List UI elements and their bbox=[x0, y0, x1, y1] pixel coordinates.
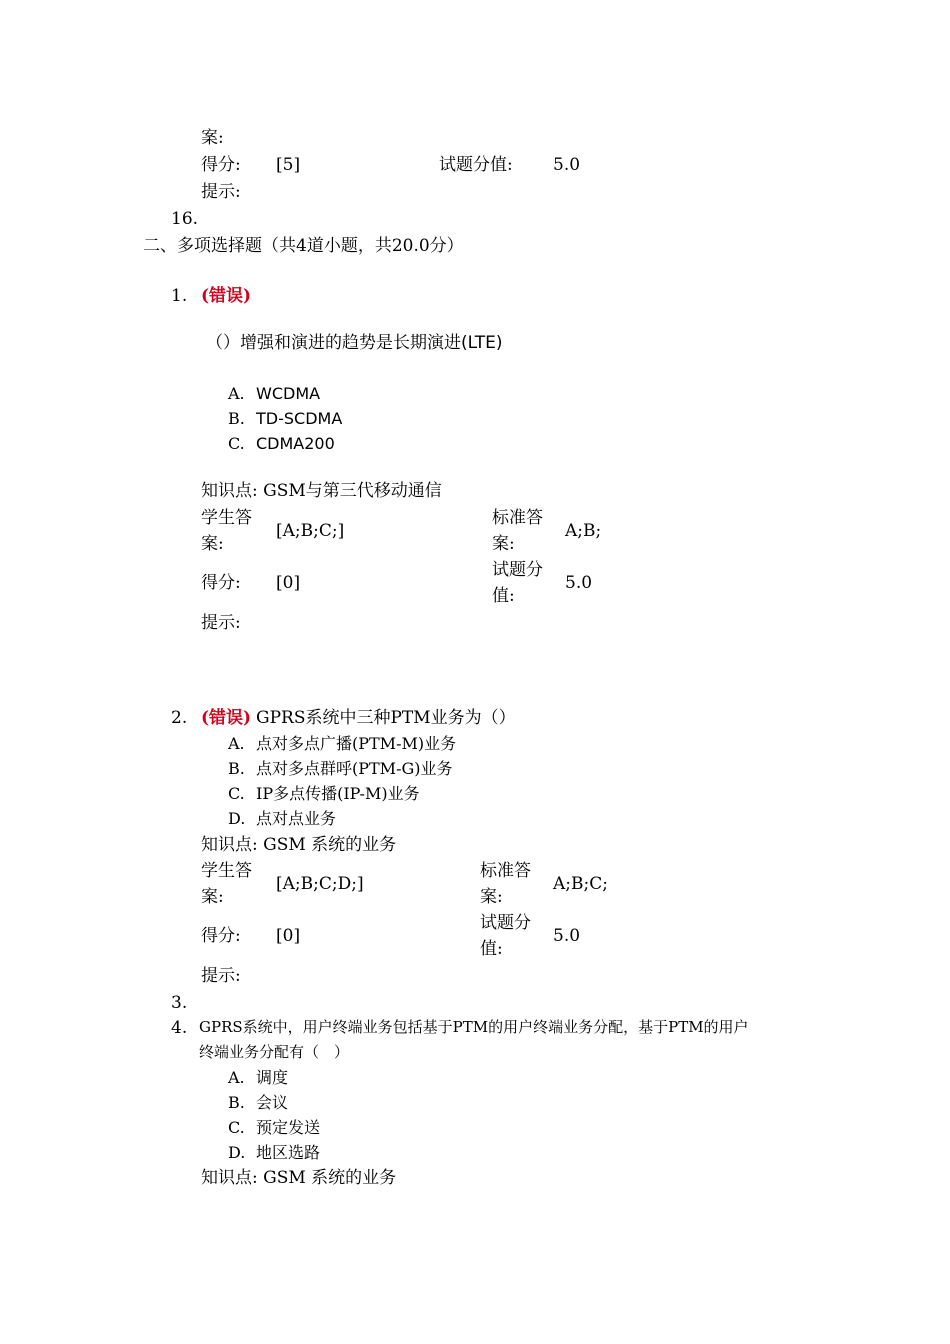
q1-score-label: 得分: bbox=[201, 573, 241, 593]
q4-option-text: 预定发送 bbox=[256, 1118, 321, 1137]
q2-standard-answer-value: A;B;C; bbox=[553, 874, 608, 894]
q2-student-answer-value: [A;B;C;D;] bbox=[276, 874, 364, 894]
q1-student-answer-value: [A;B;C;] bbox=[276, 521, 345, 541]
q1-standard-answer-value: A;B; bbox=[565, 521, 602, 541]
q1-option-letter: C. bbox=[228, 434, 245, 453]
q2-option-letter: B. bbox=[228, 759, 245, 778]
q2-number: 2. bbox=[171, 708, 188, 728]
q1-standard-answer-label-cont: 案: bbox=[492, 534, 515, 554]
q2-option-letter: D. bbox=[228, 809, 246, 828]
q2-option-text: 点对多点群呼(PTM-G)业务 bbox=[256, 759, 453, 778]
q1-standard-answer-label: 标准答 bbox=[492, 508, 543, 528]
prev-answer-tail: 案: bbox=[201, 128, 224, 148]
q4-option-letter: B. bbox=[228, 1093, 245, 1112]
q2-option-letter: C. bbox=[228, 784, 245, 803]
q4-option-letter: D. bbox=[228, 1143, 246, 1162]
prev-score-value: [5] bbox=[276, 155, 301, 175]
q2-option-text: 点对点业务 bbox=[256, 809, 337, 828]
q1-option-letter: A. bbox=[228, 384, 245, 403]
q1-score-value: [0] bbox=[276, 573, 301, 593]
q1-option-text: WCDMA bbox=[256, 384, 321, 403]
q2-standard-answer-label-cont: 案: bbox=[480, 887, 503, 907]
q2-option-text: 点对多点广播(PTM-M)业务 bbox=[256, 734, 457, 753]
prev-full-score-value: 5.0 bbox=[553, 155, 581, 175]
q2-student-answer-label: 学生答 bbox=[201, 861, 252, 881]
q2-standard-answer-label: 标准答 bbox=[480, 861, 531, 881]
q4-option-text: 调度 bbox=[256, 1068, 289, 1087]
q1-option-text: CDMA200 bbox=[256, 434, 335, 453]
prev-score-label: 得分: bbox=[201, 155, 241, 175]
q4-number: 4. bbox=[171, 1018, 188, 1038]
q1-hint-label: 提示: bbox=[201, 613, 241, 633]
q1-full-score-label-cont: 值: bbox=[492, 586, 515, 606]
q2-knowledge-point: 知识点: GSM 系统的业务 bbox=[201, 835, 397, 855]
q2-full-score-value: 5.0 bbox=[553, 926, 581, 946]
q1-student-answer-label: 学生答 bbox=[201, 508, 252, 528]
q3-number: 3. bbox=[171, 993, 188, 1013]
q4-stem-line-1: GPRS系统中，用户终端业务包括基于PTM的用户终端业务分配，基于PTM的用户 bbox=[199, 1018, 749, 1036]
q2-status-badge: (错误) bbox=[201, 708, 252, 728]
next-question-number: 16. bbox=[171, 209, 199, 229]
q1-full-score-value: 5.0 bbox=[565, 573, 593, 593]
prev-full-score-label: 试题分值: bbox=[439, 155, 513, 175]
q4-option-text: 会议 bbox=[256, 1093, 289, 1112]
prev-hint-label: 提示: bbox=[201, 182, 241, 202]
q1-status-badge: (错误) bbox=[201, 286, 252, 306]
q1-stem: （）增强和演进的趋势是长期演进(LTE) bbox=[206, 333, 503, 353]
q4-option-letter: C. bbox=[228, 1118, 245, 1137]
q2-option-text: IP多点传播(IP-M)业务 bbox=[256, 784, 420, 803]
q1-knowledge-point: 知识点: GSM与第三代移动通信 bbox=[201, 481, 442, 501]
q4-option-letter: A. bbox=[228, 1068, 245, 1087]
q1-full-score-label: 试题分 bbox=[492, 560, 543, 580]
q2-stem: GPRS系统中三种PTM业务为（） bbox=[256, 708, 516, 728]
section-title: 二、多项选择题（共4道小题，共20.0分） bbox=[143, 236, 464, 256]
q2-option-letter: A. bbox=[228, 734, 245, 753]
q4-option-text: 地区选路 bbox=[256, 1143, 321, 1162]
q1-student-answer-label-cont: 案: bbox=[201, 534, 224, 554]
q2-full-score-label-cont: 值: bbox=[480, 939, 503, 959]
q2-full-score-label: 试题分 bbox=[480, 913, 531, 933]
q4-stem-line-2: 终端业务分配有（ ） bbox=[199, 1043, 350, 1061]
q2-score-label: 得分: bbox=[201, 926, 241, 946]
q2-hint-label: 提示: bbox=[201, 966, 241, 986]
q4-knowledge-point: 知识点: GSM 系统的业务 bbox=[201, 1168, 397, 1188]
q2-student-answer-label-cont: 案: bbox=[201, 887, 224, 907]
q1-option-letter: B. bbox=[228, 409, 245, 428]
q1-number: 1. bbox=[171, 286, 188, 306]
q2-score-value: [0] bbox=[276, 926, 301, 946]
q1-option-text: TD-SCDMA bbox=[256, 409, 343, 428]
